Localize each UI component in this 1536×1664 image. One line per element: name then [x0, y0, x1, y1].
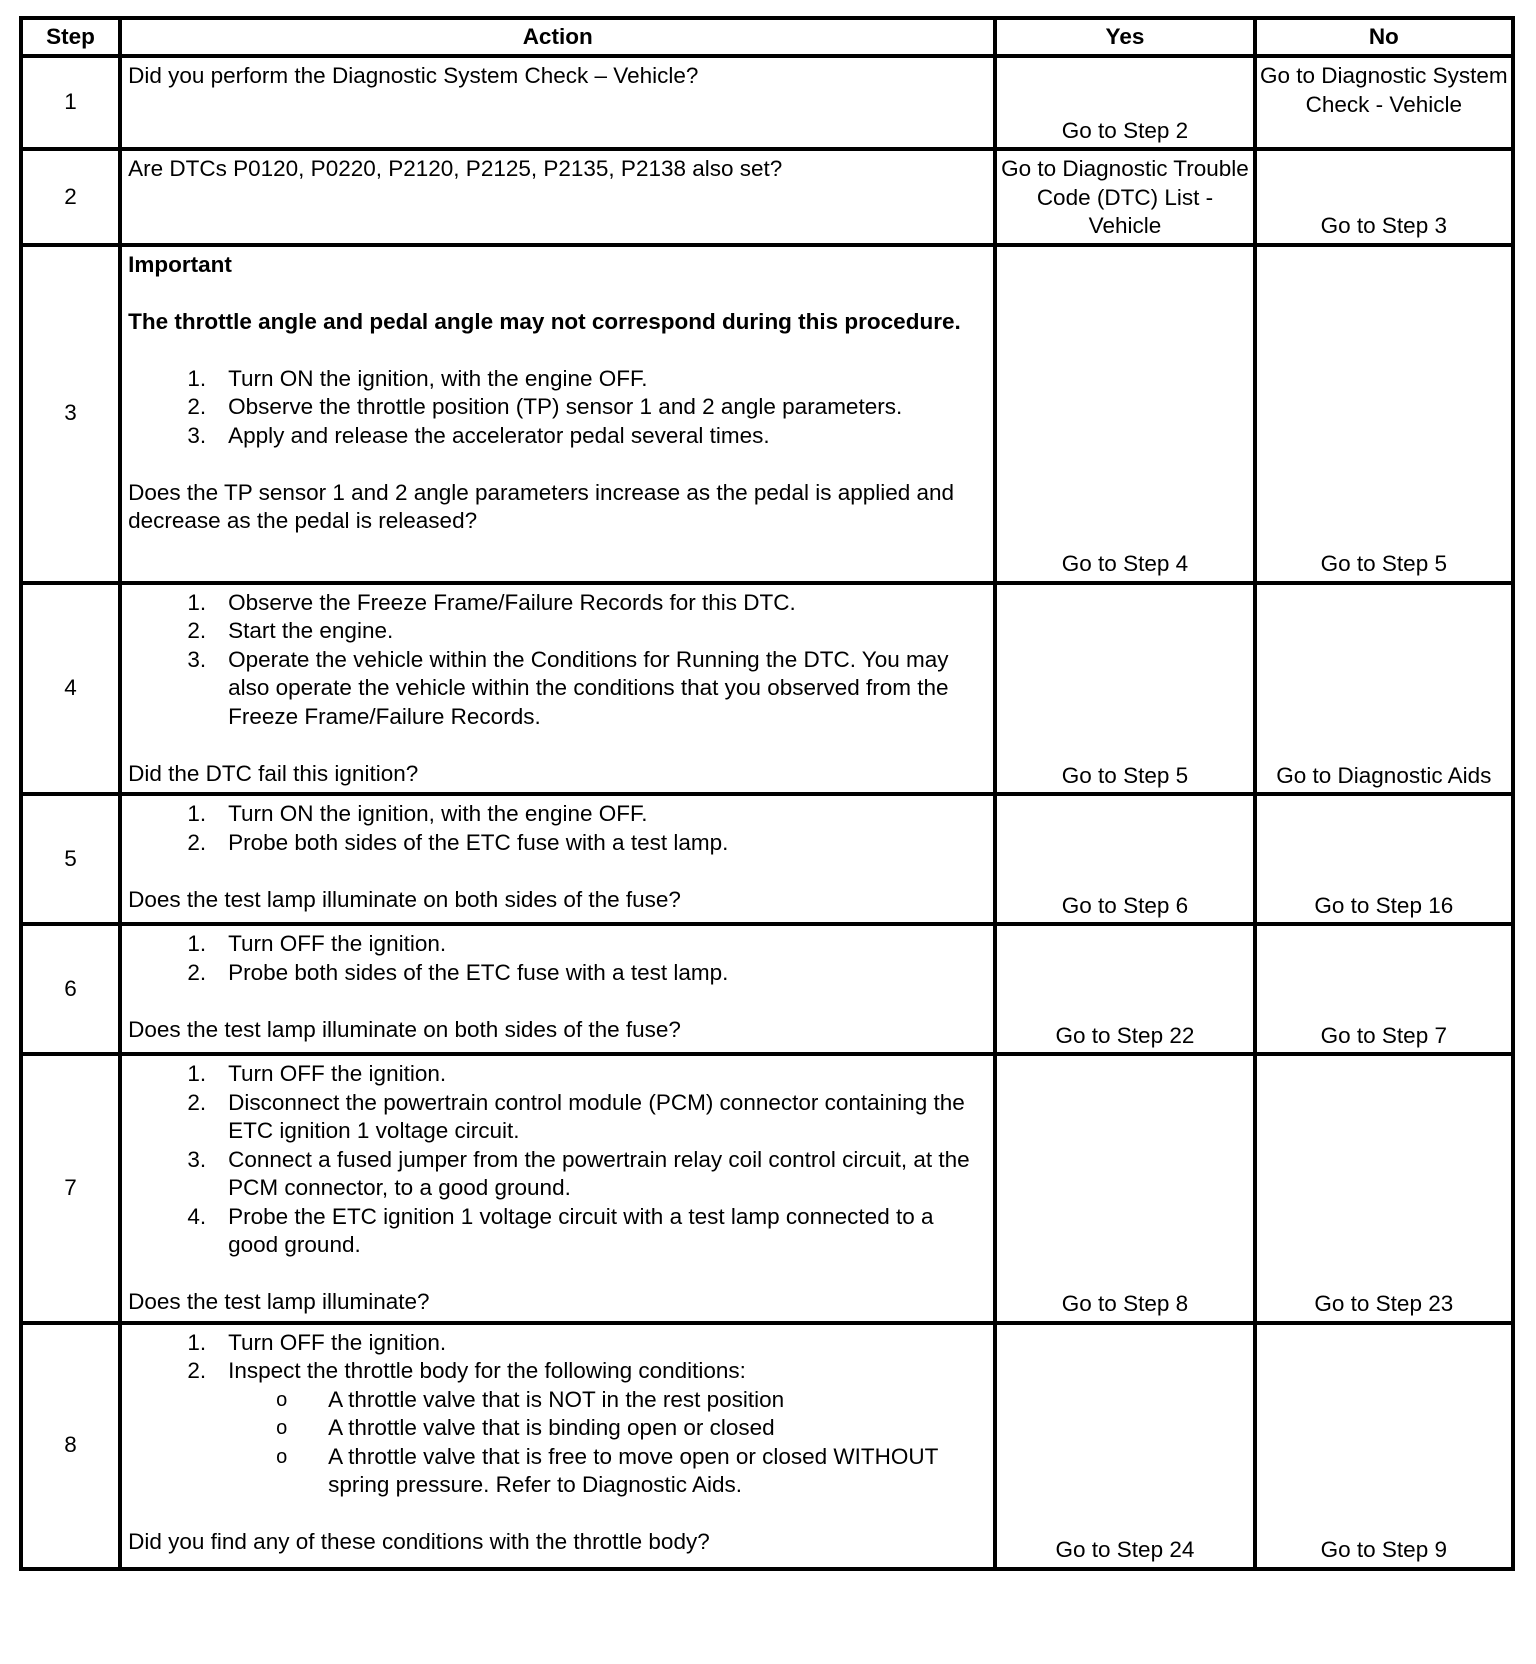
table-row [21, 56, 1513, 149]
action-cell [120, 245, 995, 583]
action-cell [120, 149, 995, 245]
no-action: Go to Step 23 [1314, 1291, 1454, 1316]
list-number: 2. [187, 394, 207, 419]
list-item [128, 589, 985, 618]
list-item-text: Probe the ETC ignition 1 voltage circuit with a test lamp connected to a good ground. [228, 1203, 934, 1257]
no-action: Go to Step 7 [1320, 1022, 1447, 1048]
list-number: 3. [187, 422, 207, 448]
header-action: Action [120, 18, 995, 56]
header-no: No [1255, 18, 1513, 56]
yes-action: Go to Step 4 [1061, 551, 1189, 576]
yes-cell [995, 794, 1254, 924]
list-number: 1. [187, 589, 207, 615]
list-item-text: A throttle valve that is free to move open or closed WITHOUT spring pressure. Refer to Diagnostic Aids. [328, 1443, 938, 1497]
yes-action: Go to Diagnostic Trouble Code (DTC) List - Vehicle [1001, 156, 1249, 238]
procedure-list [128, 930, 985, 987]
list-item [128, 800, 985, 829]
header-step: Step [21, 18, 120, 56]
bullet-icon: o [276, 1388, 288, 1411]
bullet-icon: o [276, 1445, 288, 1468]
no-cell [1255, 924, 1513, 1054]
list-number: 4. [187, 1203, 207, 1229]
list-item-text: Turn ON the ignition, with the engine OFF. [228, 365, 648, 391]
procedure-list [128, 800, 985, 857]
list-number: 2. [187, 1358, 207, 1383]
list-item [128, 1329, 985, 1358]
list-item-text: Disconnect the powertrain control module (PCM) connector containing the ETC ignition 1 voltage circuit. [228, 1089, 965, 1143]
list-item [128, 422, 985, 451]
list-item-text: Inspect the throttle body for the following conditions: [228, 1358, 746, 1383]
table-row [21, 245, 1513, 583]
yes-cell [995, 583, 1254, 795]
action-question: Did you perform the Diagnostic System Check – Vehicle? [128, 63, 699, 88]
list-item-text: Apply and release the accelerator pedal several times. [228, 422, 770, 448]
action-question: Did you find any of these conditions with the throttle body? [128, 1529, 710, 1554]
step-number: 4 [21, 583, 120, 795]
no-cell [1255, 245, 1513, 583]
header-row [21, 18, 1513, 56]
action-cell [120, 56, 995, 149]
action-question: Are DTCs P0120, P0220, P2120, P2125, P2135, P2138 also set? [128, 156, 783, 181]
step-number: 1 [21, 56, 120, 149]
list-item-text: Operate the vehicle within the Conditions for Running the DTC. You may also operate the vehicle within the conditions that you observed from the Freeze Frame/Failure Records. [228, 646, 949, 729]
bullet-icon: o [276, 1417, 288, 1439]
no-action: Go to Diagnostic Aids [1276, 762, 1492, 788]
list-item [128, 1146, 985, 1203]
table-row [21, 924, 1513, 1054]
list-item-text: Turn OFF the ignition. [228, 1061, 447, 1086]
action-question: Does the test lamp illuminate on both sides of the fuse? [128, 886, 681, 912]
procedure-list [128, 1329, 985, 1500]
no-action: Go to Step 3 [1320, 213, 1447, 238]
table-row [21, 1323, 1513, 1569]
list-number: 2. [187, 618, 207, 643]
no-cell [1255, 1323, 1513, 1569]
list-item [128, 1357, 985, 1500]
action-cell [120, 1323, 995, 1569]
procedure-list [128, 589, 985, 732]
step-number: 2 [21, 149, 120, 245]
step-number: 6 [21, 924, 120, 1054]
yes-cell [995, 1054, 1254, 1323]
list-item [128, 1443, 985, 1500]
list-item [128, 393, 985, 422]
yes-action: Go to Step 24 [1055, 1537, 1195, 1562]
action-question: Does the TP sensor 1 and 2 angle parameters increase as the pedal is applied and decrease as the pedal is released? [128, 479, 955, 533]
action-question: Does the test lamp illuminate on both sides of the fuse? [128, 1016, 681, 1042]
procedure-list [128, 365, 985, 451]
action-cell [120, 1054, 995, 1323]
table-row [21, 1054, 1513, 1323]
list-item [128, 1386, 985, 1415]
list-number: 3. [187, 646, 207, 672]
list-item-text: A throttle valve that is binding open or closed [328, 1415, 775, 1440]
list-item-text: Turn OFF the ignition. [228, 1329, 447, 1355]
action-question: Does the test lamp illuminate? [128, 1289, 430, 1314]
list-item-text: Turn ON the ignition, with the engine OFF. [228, 801, 648, 826]
diagnostic-table [19, 16, 1515, 1571]
yes-cell [995, 1323, 1254, 1569]
list-number: 1. [187, 365, 207, 391]
no-action: Go to Step 16 [1314, 892, 1454, 918]
no-cell [1255, 794, 1513, 924]
yes-action: Go to Step 6 [1061, 892, 1189, 918]
list-number: 2. [187, 1089, 207, 1115]
table-row [21, 794, 1513, 924]
list-item [128, 646, 985, 732]
list-number: 3. [187, 1146, 207, 1172]
list-item-text: Observe the throttle position (TP) sensor 1 and 2 angle parameters. [228, 394, 903, 419]
list-item [128, 365, 985, 394]
list-item [128, 1203, 985, 1260]
list-number: 2. [187, 959, 207, 985]
action-cell [120, 583, 995, 795]
no-action: Go to Step 5 [1320, 551, 1447, 576]
condition-list [128, 1386, 985, 1500]
list-item [128, 829, 985, 858]
list-item [128, 1414, 985, 1443]
action-cell [120, 794, 995, 924]
yes-action: Go to Step 2 [1061, 117, 1189, 143]
list-item-text: Connect a fused jumper from the powertrain relay coil control circuit, at the PCM connector, to a good ground. [228, 1146, 970, 1200]
no-action: Go to Diagnostic System Check - Vehicle [1260, 63, 1508, 117]
no-action: Go to Step 9 [1320, 1537, 1447, 1562]
yes-cell [995, 924, 1254, 1054]
action-cell [120, 924, 995, 1054]
yes-cell [995, 56, 1254, 149]
yes-cell [995, 149, 1254, 245]
list-item [128, 1060, 985, 1089]
list-item-text: Probe both sides of the ETC fuse with a test lamp. [228, 829, 729, 855]
list-item-text: Probe both sides of the ETC fuse with a test lamp. [228, 959, 729, 985]
table-row [21, 583, 1513, 795]
important-text: The throttle angle and pedal angle may not correspond during this procedure. [128, 308, 961, 334]
yes-action: Go to Step 8 [1061, 1291, 1189, 1316]
list-item-text: Turn OFF the ignition. [228, 931, 447, 956]
list-item [128, 959, 985, 988]
step-number: 8 [21, 1323, 120, 1569]
action-question: Did the DTC fail this ignition? [128, 760, 419, 786]
no-cell [1255, 583, 1513, 795]
list-number: 1. [187, 1061, 207, 1086]
list-item-text: Observe the Freeze Frame/Failure Records for this DTC. [228, 589, 796, 615]
yes-action: Go to Step 5 [1061, 762, 1189, 788]
header-yes: Yes [995, 18, 1254, 56]
list-number: 1. [187, 1329, 207, 1355]
list-number: 1. [187, 801, 207, 826]
step-number: 7 [21, 1054, 120, 1323]
list-item [128, 930, 985, 959]
procedure-list [128, 1060, 985, 1260]
no-cell [1255, 1054, 1513, 1323]
yes-cell [995, 245, 1254, 583]
list-number: 1. [187, 931, 207, 956]
list-item [128, 617, 985, 646]
list-item-text: Start the engine. [228, 618, 394, 643]
step-number: 5 [21, 794, 120, 924]
table-row [21, 149, 1513, 245]
list-item-text: A throttle valve that is NOT in the rest position [328, 1386, 785, 1412]
no-cell [1255, 56, 1513, 149]
no-cell [1255, 149, 1513, 245]
step-number: 3 [21, 245, 120, 583]
list-number: 2. [187, 829, 207, 855]
list-item [128, 1089, 985, 1146]
yes-action: Go to Step 22 [1055, 1022, 1195, 1048]
important-label: Important [128, 251, 232, 277]
